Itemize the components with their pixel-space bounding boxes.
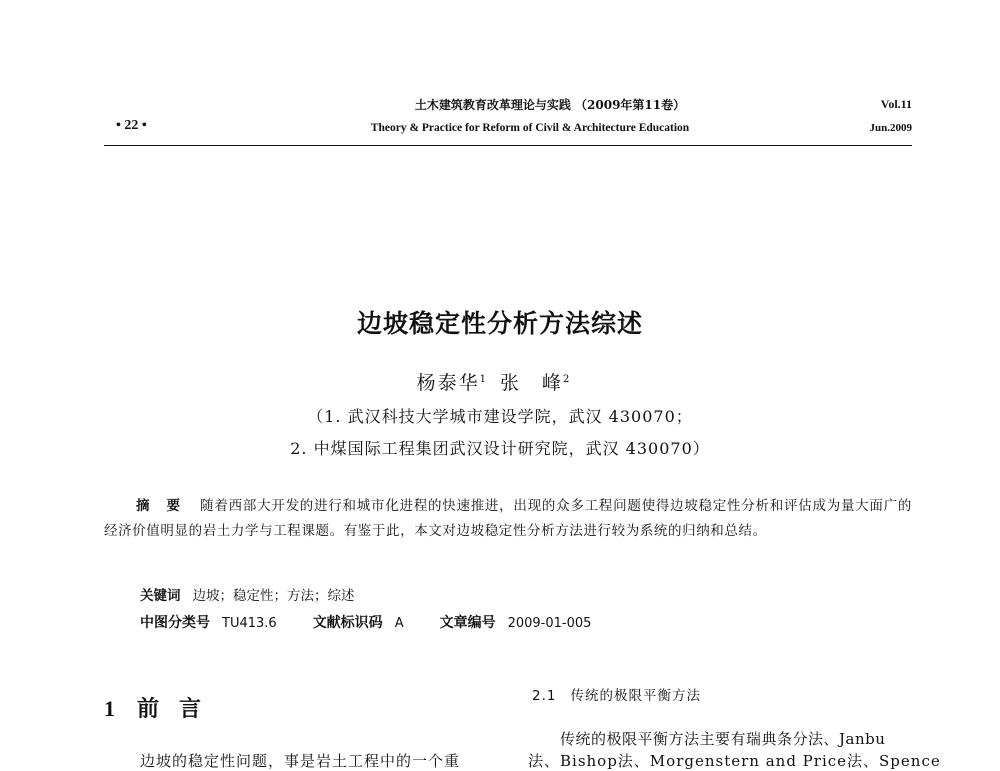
doc-code-label: 文献标识码 (312, 615, 383, 631)
author-line (0, 368, 1000, 395)
article-title: 边坡稳定性分析方法综述 (356, 309, 643, 338)
paragraph-left-cut: 边坡的稳定性问题，事是岩土工程中的一个重 (140, 752, 461, 770)
journal-title-cn: 土木建筑教育改革理论与实践 （2009年第11卷） (414, 98, 686, 112)
affiliation: （1. 武汉科技大学城市建设学院，武汉 430070； (307, 407, 693, 426)
keywords-label: 关键词 (140, 588, 181, 604)
affiliation: 2. 中煤国际工程集团武汉设计研究院，武汉 430070） (290, 439, 710, 458)
paragraph-right-cut: 法、Bishop法、Morgenstern and Price法、Spence (528, 752, 941, 770)
journal-title-en: Theory & Practice for Reform of Civil & Architecture Education (370, 122, 690, 134)
subsection-title: 传统的极限平衡方法 (570, 688, 701, 704)
doc-code-value: A (394, 616, 404, 631)
section-title: 前言 (137, 696, 222, 722)
section-number: 1 (104, 696, 115, 721)
keywords-text: 边坡；稳定性；方法；综述 (192, 588, 355, 604)
volume-label: Vol.11 (880, 97, 912, 111)
classification-line (140, 612, 591, 632)
clc-value: TU413.6 (222, 616, 277, 631)
abstract-label: 摘 要 (136, 498, 187, 514)
author-affil-mark: 2 (563, 373, 570, 385)
author-name: 张 峰 (500, 372, 564, 394)
section-1-heading (104, 692, 221, 723)
subsection-2-1-heading (532, 684, 701, 704)
article-number-label: 文章编号 (439, 615, 496, 631)
author-affil-mark: 1 (479, 373, 486, 385)
clc-label: 中图分类号 (140, 615, 210, 631)
author-name: 杨泰华 (416, 372, 480, 394)
subsection-number: 2.1 (532, 688, 557, 704)
header-rule (104, 145, 912, 146)
keywords (140, 584, 355, 604)
issue-date: Jun.2009 (869, 122, 912, 134)
abstract-text: 随着西部大开发的进行和城市化进程的快速推进，出现的众多工程问题使得边坡稳定性分析和评估成为量大面广的经济价值明显的岩土力学与工程课题。有鉴于此，本文对边坡稳定性分析方法进行较为系统的归纳和总结。 (104, 498, 912, 539)
paragraph-right: 传统的极限平衡方法主要有瑞典条分法、Janbu (560, 730, 886, 748)
article-number-value: 2009-01-005 (507, 616, 592, 631)
page-number: • 22 • (116, 118, 147, 133)
abstract (104, 494, 912, 544)
